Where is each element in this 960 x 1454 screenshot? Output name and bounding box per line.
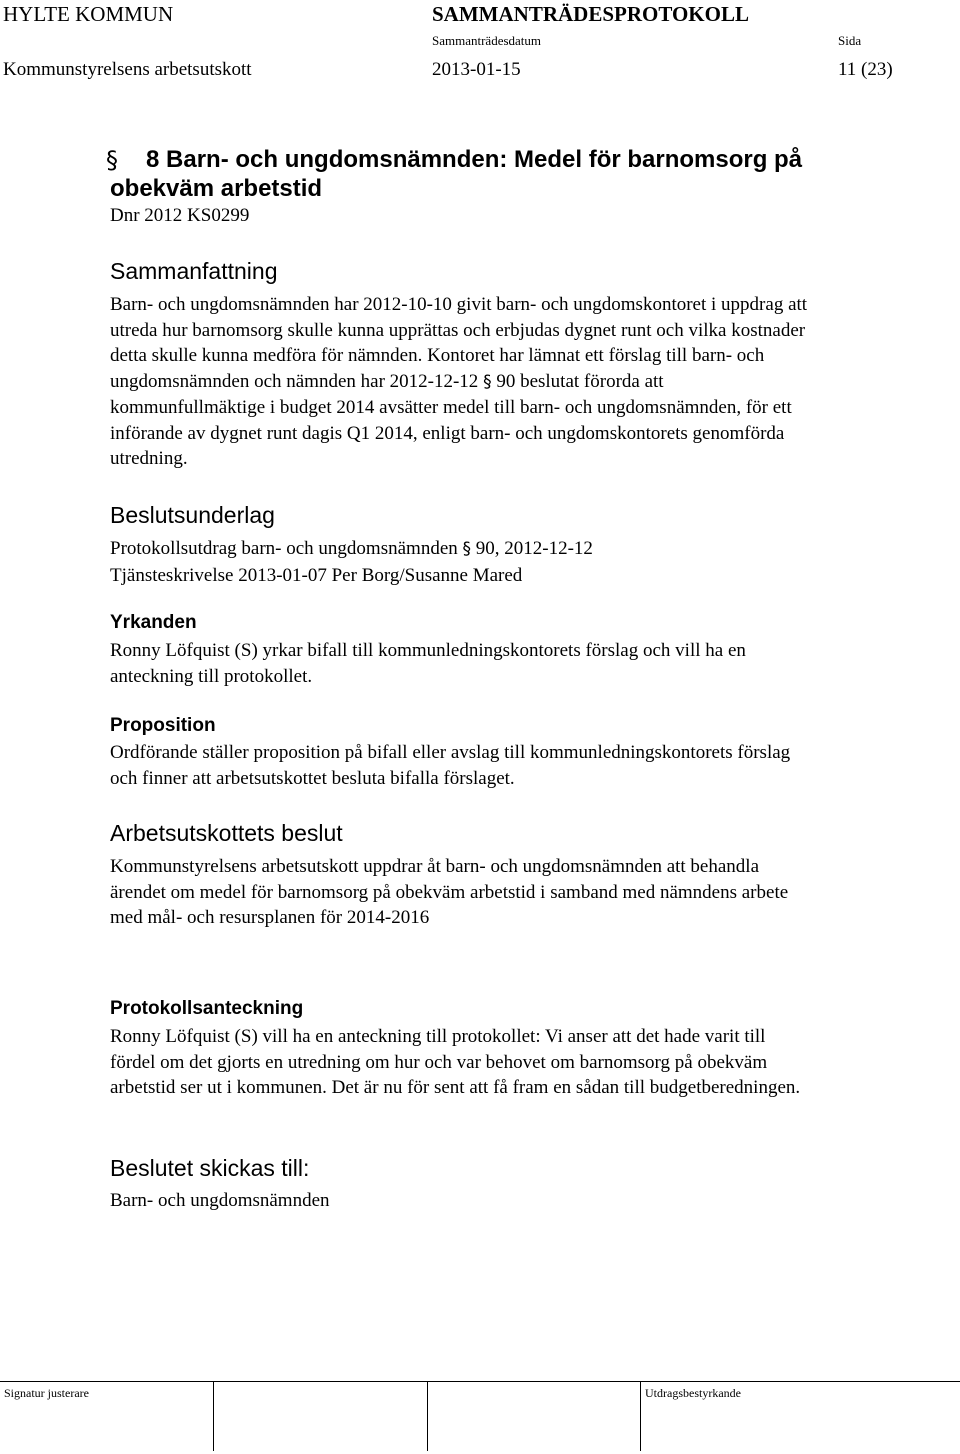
summary-line: införande av dygnet runt dagis Q1 2014, enligt barn- och ungdomskontorets genomförda [110,422,785,444]
basis-line1-end: 90, 2012-12-12 [475,538,593,559]
footer-divider [0,1381,960,1382]
protocol-note-text [110,1024,930,1101]
meeting-date: 2013-01-15 [432,59,521,80]
basis-line: Tjänsteskrivelse 2013-01-07 Per Borg/Susanne Mared [110,564,523,586]
decision-line: Kommunstyrelsens arbetsutskott uppdrar åt barn- och ungdomsnämnden att behandla [110,856,760,877]
heading-sammanfattning: Sammanfattning [110,258,278,284]
heading-beslutet-skickas: Beslutet skickas till: [110,1155,310,1181]
summary-line: utreda hur barnomsorg skulle kunna upprättas och erbjudas dygnet runt och vilka kostnader [110,319,806,341]
recipient: Barn- och ungdomsnämnden [110,1190,330,1211]
yrkanden-text [110,638,930,689]
date-label: Sammanträdesdatum [432,33,542,48]
summary-line [110,369,930,396]
recipient-text [110,1188,930,1214]
heading-yrkanden: Yrkanden [110,612,197,633]
heading-proposition: Proposition [110,715,216,736]
protocol-note-line: arbetstid ser ut i kommunen. Det är nu för sent att få fram en sådan till budgetberedningen. [110,1077,801,1098]
summary-line: utredning. [110,448,188,469]
decision-line: ärendet om medel för barnomsorg på obekväm arbetstid i samband med nämndens arbete [110,881,789,903]
heading-beslutsunderlag: Beslutsunderlag [110,502,275,528]
summary-line4-end: 90 beslutat förorda att [496,370,664,392]
section-title [106,145,930,203]
basis-line1-start: Protokollsutdrag barn- och ungdomsnämnden [110,538,458,559]
protocol-note-line: Ronny Löfquist (S) vill ha en anteckning till protokollet: Vi anser att det hade varit till [110,1026,766,1047]
footer-column-divider [640,1381,641,1451]
committee-name: Kommunstyrelsens arbetsutskott [3,59,252,80]
document-type: SAMMANTRÄDESPROTOKOLL [432,2,749,26]
decision-basis-text [110,536,930,588]
heading-protokollsanteckning: Protokollsanteckning [110,998,304,1019]
footer-column-divider [213,1381,214,1451]
section-title-line1: Barn- och ungdomsnämnden: Medel för barnomsorg på [166,146,803,173]
summary-line: detta skulle kunna medföra för nämnden. Kontoret har lämnat ett förslag till barn- och [110,345,765,366]
page-number: 11 (23) [838,59,893,80]
decision-text [110,854,930,931]
page-label: Sida [838,33,862,48]
yrkanden-line: anteckning till protokollet. [110,665,313,687]
proposition-text [110,740,930,791]
proposition-line: och finner att arbetsutskottet besluta bifalla förslaget. [110,767,515,789]
basis-line [110,536,930,563]
protocol-note-line: fördel om det gjorts en utredning om hur och var behovet om barnomsorg på obekväm [110,1051,768,1073]
heading-beslut: Arbetsutskottets beslut [110,820,343,846]
decision-line: med mål- och resursplanen för 2014-2016 [110,907,430,928]
section-number: 8 [146,146,160,173]
municipality-name: HYLTE KOMMUN [3,2,174,26]
signature-label: Signatur justerare [4,1386,89,1400]
section-symbol: § [106,146,118,174]
extract-certification-label: Utdragsbestyrkande [645,1386,741,1400]
yrkanden-line: Ronny Löfquist (S) yrkar bifall till kommunledningskontorets förslag och vill ha en [110,640,746,661]
paragraph-symbol: § [483,371,492,392]
section-title-line2: obekväm arbetstid [110,175,323,202]
summary-line4-start: ungdomsnämnden och nämnden har 2012-12-12 [110,370,479,392]
proposition-line: Ordförande ställer proposition på bifall eller avslag till kommunledningskontorets förslag [110,742,791,763]
case-number: Dnr 2012 KS0299 [110,205,250,226]
summary-text [110,292,930,472]
footer-column-divider [427,1381,428,1451]
signature-footer [0,1381,960,1451]
paragraph-symbol: § [462,539,472,559]
summary-line: Barn- och ungdomsnämnden har 2012-10-10 givit barn- och ungdomskontoret i uppdrag att [110,294,808,315]
summary-line: kommunfullmäktige i budget 2014 avsätter medel till barn- och ungdomsnämnden, för ett [110,397,792,418]
